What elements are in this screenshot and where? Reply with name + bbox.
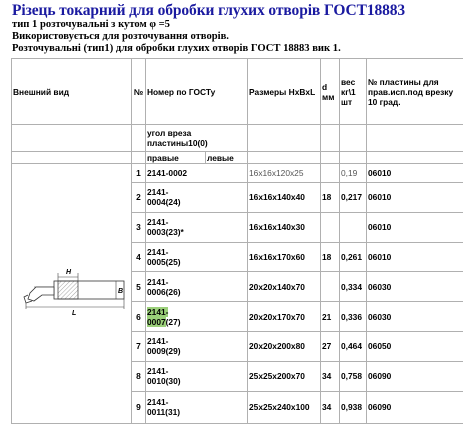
gost-suffix: 0011(31): [147, 407, 181, 418]
weight-value: 0,261: [340, 242, 367, 272]
dim-L-label: L: [72, 309, 77, 317]
angle-label: угол вреза пластины10(0): [146, 125, 248, 152]
row-number: 2: [132, 182, 146, 212]
gost-suffix: 0004(24): [147, 197, 181, 208]
row-number: 7: [132, 332, 146, 362]
blank-cell: [321, 152, 340, 164]
page-title: Різець токарний для обробки глухих отворів ГОСТ18883: [12, 2, 406, 19]
d-value: 21: [321, 302, 340, 332]
header-view: Внешний вид: [12, 59, 132, 125]
blank-cell: [248, 125, 321, 152]
header-number: №: [132, 59, 146, 125]
d-value: 27: [321, 332, 340, 362]
blank-cell: [367, 152, 463, 164]
gost-number: [146, 391, 248, 423]
d-value: 18: [321, 242, 340, 272]
header-gost: Номер по ГОСТу: [146, 59, 248, 125]
size-value: 25x25x240x100: [248, 391, 321, 423]
row-number: 4: [132, 242, 146, 272]
weight-value: 0,938: [340, 391, 367, 423]
gost-number: [146, 182, 248, 212]
blank-cell: [132, 125, 146, 152]
header-plate: № пластины для прав.исп.под врезку 10 град.: [367, 59, 463, 125]
weight-value: [340, 212, 367, 242]
right-label: правые: [146, 152, 206, 164]
row-number: 5: [132, 272, 146, 302]
gost-prefix: 2141-: [147, 336, 169, 347]
d-value: 34: [321, 361, 340, 391]
gost-suffix: 0005(25): [147, 256, 181, 267]
gost-prefix: 2141-: [147, 187, 169, 198]
size-value: 16x16x170x60: [248, 242, 321, 272]
size-value: 16x16x140x40: [248, 182, 321, 212]
spec-table: [11, 58, 463, 424]
row-number: 3: [132, 212, 146, 242]
plate-value: 06010: [367, 242, 463, 272]
tool-drawing-cell: [12, 164, 132, 424]
gost-prefix: 2141-: [147, 276, 169, 287]
gost-number: 2141-0002: [146, 164, 248, 182]
gost-suffix: 0003(23)*: [147, 227, 184, 238]
gost-number: [146, 242, 248, 272]
size-value: 16x16x140x30: [248, 212, 321, 242]
size-value: 16x16x120x25: [248, 164, 321, 182]
plate-value: 06010: [367, 164, 463, 182]
gost-number: [146, 302, 248, 332]
header-d: d мм: [321, 59, 340, 125]
size-value: 20x20x170x70: [248, 302, 321, 332]
blank-cell: [367, 125, 463, 152]
size-value: 25x25x200x70: [248, 361, 321, 391]
d-value: [321, 164, 340, 182]
boring-tool-drawing: [12, 169, 130, 419]
blank-cell: [248, 152, 321, 164]
gost-suffix: 0009(29): [147, 346, 181, 357]
weight-value: 0,464: [340, 332, 367, 362]
plate-value: 06090: [367, 361, 463, 391]
weight-value: 0,334: [340, 272, 367, 302]
gost-number: [146, 272, 248, 302]
subtitle-description: Розточувальні (тип1) для обробки глухих отворів ГОСТ 18883 вик 1.: [12, 43, 341, 54]
row-number: 8: [132, 361, 146, 391]
d-value: [321, 272, 340, 302]
gost-suffix: 0010(30): [147, 376, 181, 387]
gost-prefix: 2141-: [147, 306, 169, 317]
plate-value: 06050: [367, 332, 463, 362]
d-value: 18: [321, 182, 340, 212]
header-size: Размеры HxBxL: [248, 59, 321, 125]
plate-value: 06010: [367, 212, 463, 242]
gost-suffix: 0006(26): [147, 286, 181, 297]
gost-prefix: 2141-: [147, 217, 169, 228]
plate-value: 06030: [367, 272, 463, 302]
plate-value: 06090: [367, 391, 463, 423]
weight-value: 0,758: [340, 361, 367, 391]
dim-h-label: H: [66, 268, 72, 276]
dim-b-label: B: [118, 287, 124, 295]
blank-cell: [340, 152, 367, 164]
plate-value: 06010: [367, 182, 463, 212]
d-value: [321, 212, 340, 242]
gost-number: [146, 332, 248, 362]
weight-value: 0,19: [340, 164, 367, 182]
blank-cell: [340, 125, 367, 152]
blank-cell: [132, 152, 146, 164]
subtitle-type: тип 1 розточувальні з кутом φ =5: [12, 19, 170, 30]
size-value: 20x20x200x80: [248, 332, 321, 362]
gost-suffix-highlight: 0007: [147, 316, 166, 327]
blank-cell: [12, 125, 132, 152]
left-label: левые: [206, 152, 248, 164]
subtitle-usage: Використовується для розточування отворів.: [12, 31, 229, 42]
blank-cell: [321, 125, 340, 152]
row-number: 9: [132, 391, 146, 423]
gost-suffix: (27): [165, 316, 181, 327]
header-weight: вес кг\1 шт: [340, 59, 367, 125]
row-number: 1: [132, 164, 146, 182]
gost-number: [146, 212, 248, 242]
gost-prefix: 2141-: [147, 397, 169, 408]
size-value: 20x20x140x70: [248, 272, 321, 302]
gost-prefix: 2141-: [147, 246, 169, 257]
gost-prefix: 2141-: [147, 366, 169, 377]
row-number: 6: [132, 302, 146, 332]
blank-cell: [12, 152, 132, 164]
gost-number: [146, 361, 248, 391]
plate-value: 06030: [367, 302, 463, 332]
weight-value: 0,217: [340, 182, 367, 212]
d-value: 34: [321, 391, 340, 423]
weight-value: 0,336: [340, 302, 367, 332]
